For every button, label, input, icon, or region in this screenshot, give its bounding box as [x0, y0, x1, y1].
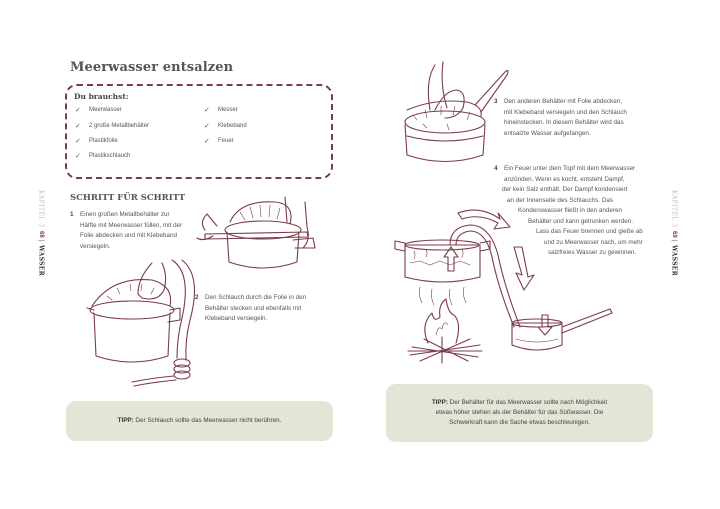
- distillation-setup-illustration: [390, 205, 620, 365]
- step-3: 3 Den anderen Behälter mit Folie abdecken, mit Klebeband versiegeln und den Schlauch hineinstecken. In diesem Behälter wird das entsalzte Wasser aufgefangen.: [494, 98, 627, 137]
- materials-item: ✓ Feuer: [204, 138, 234, 145]
- check-icon: ✓: [75, 107, 81, 114]
- step-1: 1 Einen großen Metallbehälter zur Hälfte mit Meerwasser füllen, mit der Folie abdecken und mit Klebeband versiegeln.: [70, 211, 183, 250]
- materials-item: ✓ 2 große Metallbehälter: [75, 123, 150, 130]
- materials-item: ✓ Meerwasser: [75, 107, 122, 114]
- section-subheading: SCHRITT FÜR SCHRITT: [70, 193, 186, 203]
- hand-inserting-hose-illustration: [82, 258, 197, 388]
- materials-box: [65, 84, 333, 179]
- hands-covering-pot-illustration: [195, 192, 335, 277]
- materials-item: ✓ Klebeband: [204, 123, 247, 130]
- check-icon: ✓: [204, 107, 210, 114]
- page-number: 69: [671, 230, 677, 238]
- step-4: 4 Ein Feuer unter dem Topf mit dem Meerwasser anzünden. Wenn es kocht, entsteht Dampf, der kein Salz enthält. Der Dampf kondensiert an der Innenseite des Schlauchs. Das Kondenswasser fließt in den anderen Behälter und kann getrunken werden. Lass das Feuer brennen und gieße ab und zu Meerwasser nach, um mehr salzfreies Wasser zu gewinnen.: [494, 165, 643, 256]
- page-title: Meerwasser entsalzen: [70, 60, 234, 75]
- check-icon: ✓: [204, 123, 210, 130]
- tip-label: TIPP:: [117, 417, 134, 424]
- tip-text: Der Schlauch sollte das Meerwasser nicht berühren.: [133, 417, 282, 424]
- tip-box: TIPP: Der Behälter für das Meerwasser sollte nach Möglichkeit etwas höher stehen als der Behälter für das Süßwasser. Die Schwerkraft kann die Sache etwas beschleunigen.: [386, 384, 653, 442]
- tip-box: [66, 401, 333, 441]
- materials-item: ✓ Messer: [204, 107, 238, 114]
- tip-label: TIPP:: [431, 399, 448, 406]
- materials-heading: Du brauchst:: [74, 92, 129, 101]
- page-number: 68: [38, 230, 44, 238]
- materials-item: ✓ Plastikfolie: [75, 138, 118, 145]
- chapter-side-tab: KAPITEL 3 68 | WASSER: [37, 190, 45, 276]
- materials-item: ✓ Plastikschlauch: [75, 153, 131, 160]
- chapter-side-tab: KAPITEL 3 69 | WASSER: [670, 190, 678, 276]
- check-icon: ✓: [204, 138, 210, 145]
- hand-sealing-saucepan-illustration: [395, 60, 510, 165]
- check-icon: ✓: [75, 123, 81, 130]
- step-2: 2 Den Schlauch durch die Folie in den Behälter stecken und ebenfalls mit Klebeband versiegeln.: [195, 294, 307, 322]
- check-icon: ✓: [75, 138, 81, 145]
- check-icon: ✓: [75, 153, 81, 160]
